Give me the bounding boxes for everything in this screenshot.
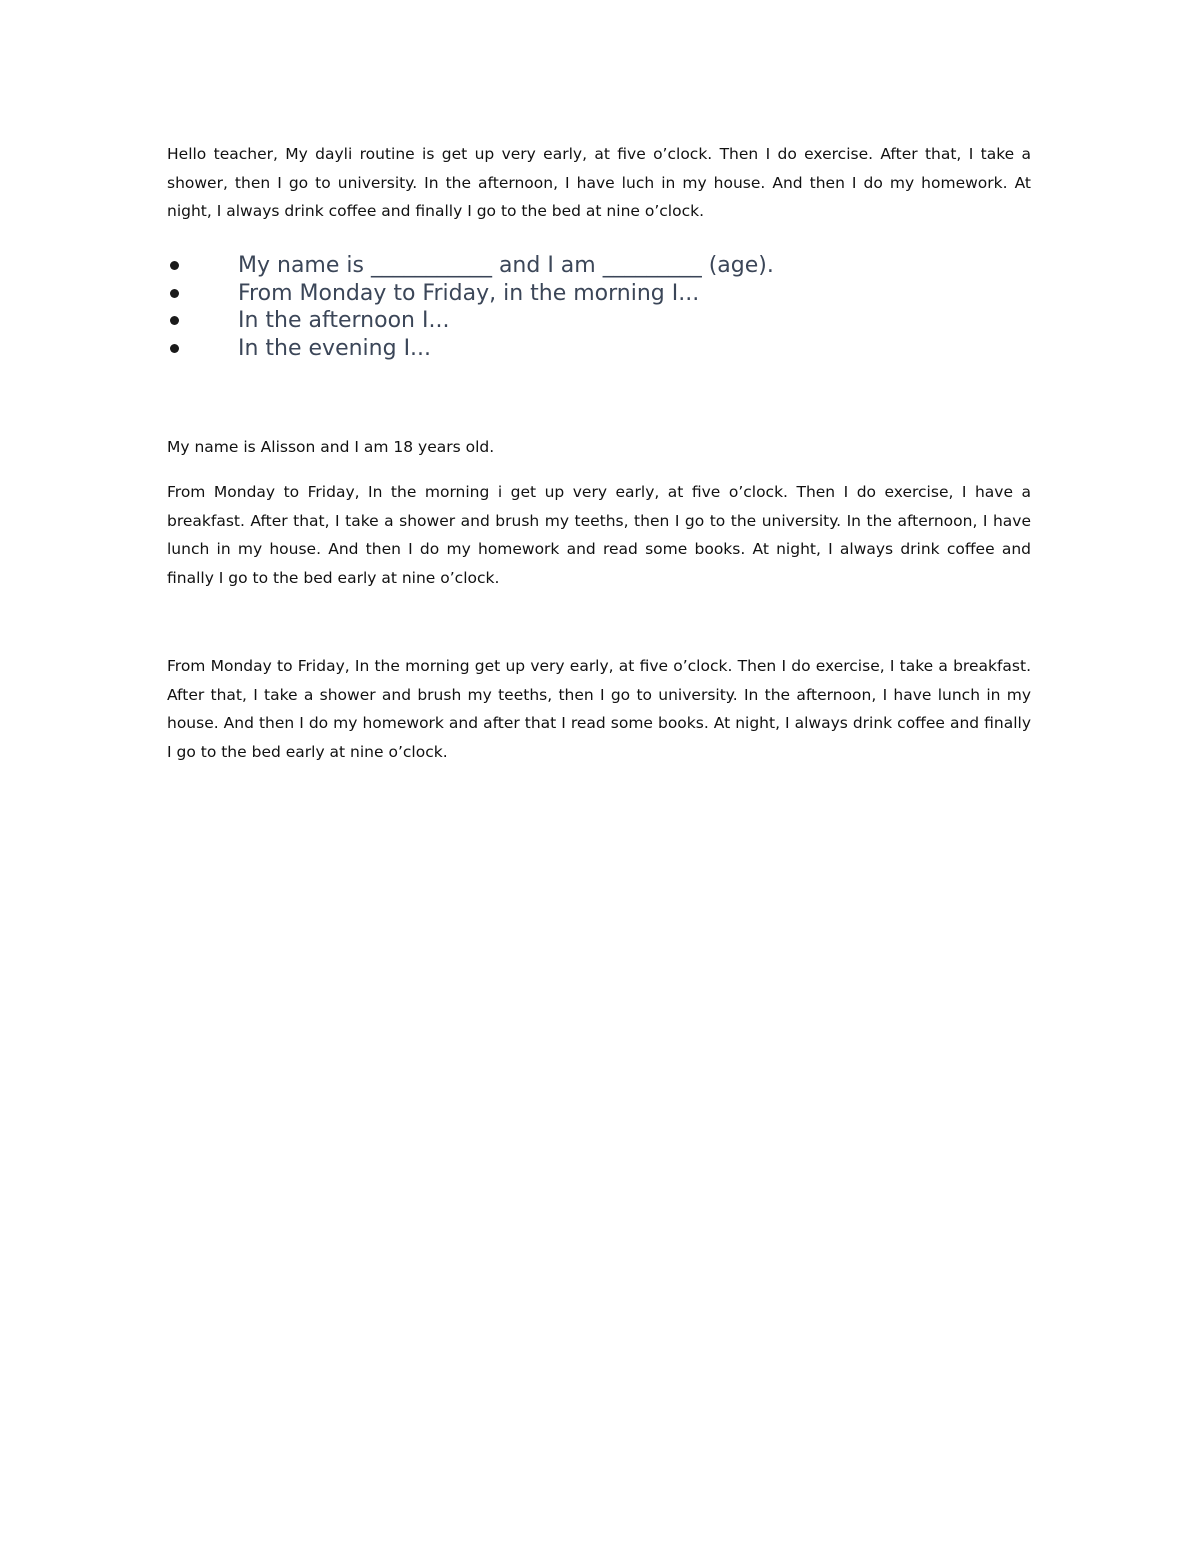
bullet-icon [170,289,179,298]
prompt-text: From Monday to Friday, in the morning I... [238,280,700,306]
prompt-item-morning [167,280,1031,308]
bullet-icon [170,344,179,353]
bullet-icon [170,261,179,270]
prompt-text: In the evening I... [238,335,432,361]
prompt-item-afternoon [167,307,1031,335]
prompt-text: My name is ___________ and I am _________ (age). [238,253,774,278]
prompt-item-evening [167,335,1031,363]
answer-paragraph-2: From Monday to Friday, In the morning get up very early, at five o’clock. Then I do exercise, I take a breakfast. After that, I take a shower and brush my teeths, then I go to university. In the afternoon, I have lunch in my house. And then I do my homework and after that I read some books. At night, I always drink coffee and finally I go to the bed early at nine o’clock. [167,657,1031,761]
name-line: My name is Alisson and I am 18 years old. [167,438,495,456]
prompt-text: In the afternoon I... [238,308,450,333]
answer-paragraph-1: From Monday to Friday, In the morning i get up very early, at five o’clock. Then I do exercise, I have a breakfast. After that, I take a shower and brush my teeths, then I go to the university. In the afternoon, I have lunch in my house. And then I do my homework and read some books. At night, I always drink coffee and finally I go to the bed early at nine o’clock. [167,483,1031,587]
intro-paragraph: Hello teacher, My dayli routine is get up very early, at five o’clock. Then I do exercise. After that, I take a shower, then I go to university. In the afternoon, I have luch in my house. And then I do my homework. At night, I always drink coffee and finally I go to the bed at nine o’clock. [167,145,1031,220]
prompt-item-name [167,252,1031,280]
prompt-list [167,252,1031,362]
bullet-icon [170,316,179,325]
